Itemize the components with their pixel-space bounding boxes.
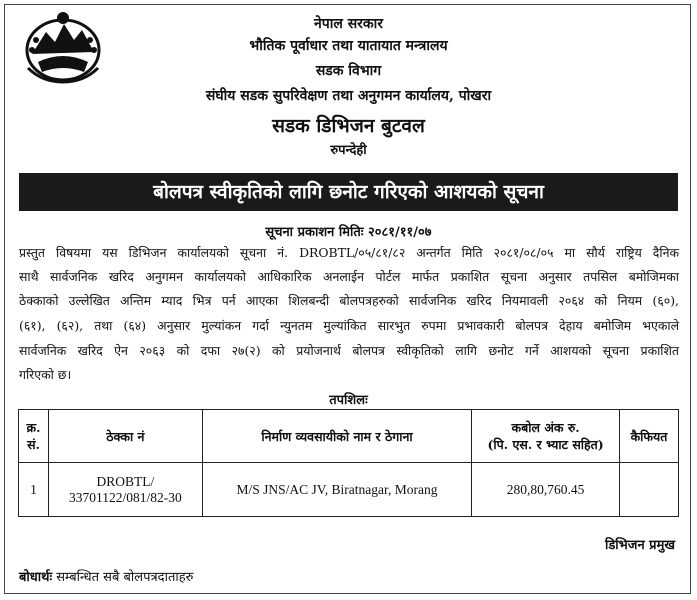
district-name: रुपन्देही xyxy=(330,143,367,158)
body-text-line: साथै सार्वजनिक खरिद अनुगमन कार्यालयको आधिकारिक अनलाईन पोर्टल मार्फत प्रकाशित सूचना अनुसार तपसिल बमोजिमका xyxy=(19,269,679,284)
body-text-line: ठेक्काको उल्लेखित अन्तिम म्याद भित्र पर्न आएका शिलबन्दी बोलपत्रहरुको सार्वजनिक खरिद नियमावली २०६४ को नियम (६०), xyxy=(19,293,679,308)
header-bid-amount xyxy=(472,410,620,463)
bid-result-table xyxy=(18,409,679,517)
cc-label: बोधार्थः xyxy=(19,570,53,585)
government-name: नेपाल सरकार xyxy=(313,16,383,32)
cell-remarks xyxy=(620,463,679,517)
header-contractor: निर्माण व्यवसायीको नाम र ठेगाना xyxy=(202,410,471,463)
department-name: सडक विभाग xyxy=(315,63,382,79)
table-row xyxy=(19,463,679,517)
body-text-line: (६१), (६२), तथा (६४) अनुसार मुल्यांकन गर्दा न्युनतम मुल्यांकित सारभुत रुपमा प्रभावकारी बोलपत्र देहाय बमोजिम भएकाले xyxy=(19,318,679,333)
header-remarks: कैफियत xyxy=(620,410,679,463)
cc-line xyxy=(19,567,193,585)
header-serial-line: सं. xyxy=(27,437,40,452)
contract-no-line: 33701122/081/82-30 xyxy=(69,489,182,505)
division-office-title: सडक डिभिजन बुटवल xyxy=(272,115,425,137)
notice-title-banner: बोलपत्र स्वीकृतिको लागि छनोट गरिएको आशयको सूचना xyxy=(19,173,678,211)
header-contract-no: ठेक्का नं xyxy=(48,410,202,463)
body-text-line: प्रस्तुत विषयमा यस डिभिजन कार्यालयको सूचना नं. DROBTL/०५/८१/८२ अन्तर्गत मिति २०८१/०८/०५ मा सौर्य राष्ट्रिय दैनिक xyxy=(19,245,679,260)
cell-bid-amount: 280,80,760.45 xyxy=(472,463,620,517)
ministry-name: भौतिक पूर्वाधार तथा यातायात मन्त्रालय xyxy=(249,38,448,54)
header-amount-line: (पि. एस. र भ्याट सहित) xyxy=(487,437,604,452)
cc-recipients: सम्बन्धित सबै बोलपत्रदाताहरु xyxy=(52,570,194,585)
body-text-line: सार्वजनिक खरिद ऐन २०६३ को दफा २७(२) को प्रयोजनार्थ बोलपत्र स्वीकृतिको लागि छनोट गर्ने आशयको सूचना प्रकाशित xyxy=(19,343,679,358)
body-text-line: गरिएको छ। xyxy=(19,367,72,382)
publication-date: सूचना प्रकाशन मितिः २०८१/११/०७ xyxy=(265,225,432,240)
cell-contract-no xyxy=(48,463,202,517)
annex-heading: तपशिलः xyxy=(329,393,368,408)
header-serial-line: क्र. xyxy=(26,420,41,435)
signatory-title: डिभिजन प्रमुख xyxy=(604,538,675,553)
header-amount-line: कबोल अंक रु. xyxy=(511,420,580,435)
cell-serial: 1 xyxy=(19,463,49,517)
table-header-row xyxy=(19,410,679,463)
cell-contractor: M/S JNS/AC JV, Biratnagar, Morang xyxy=(202,463,471,517)
contract-no-line: DROBTL/ xyxy=(96,473,155,489)
federal-office-name: संघीय सडक सुपरिवेक्षण तथा अनुगमन कार्यालय, पोखरा xyxy=(205,88,492,104)
header-serial xyxy=(19,410,49,463)
